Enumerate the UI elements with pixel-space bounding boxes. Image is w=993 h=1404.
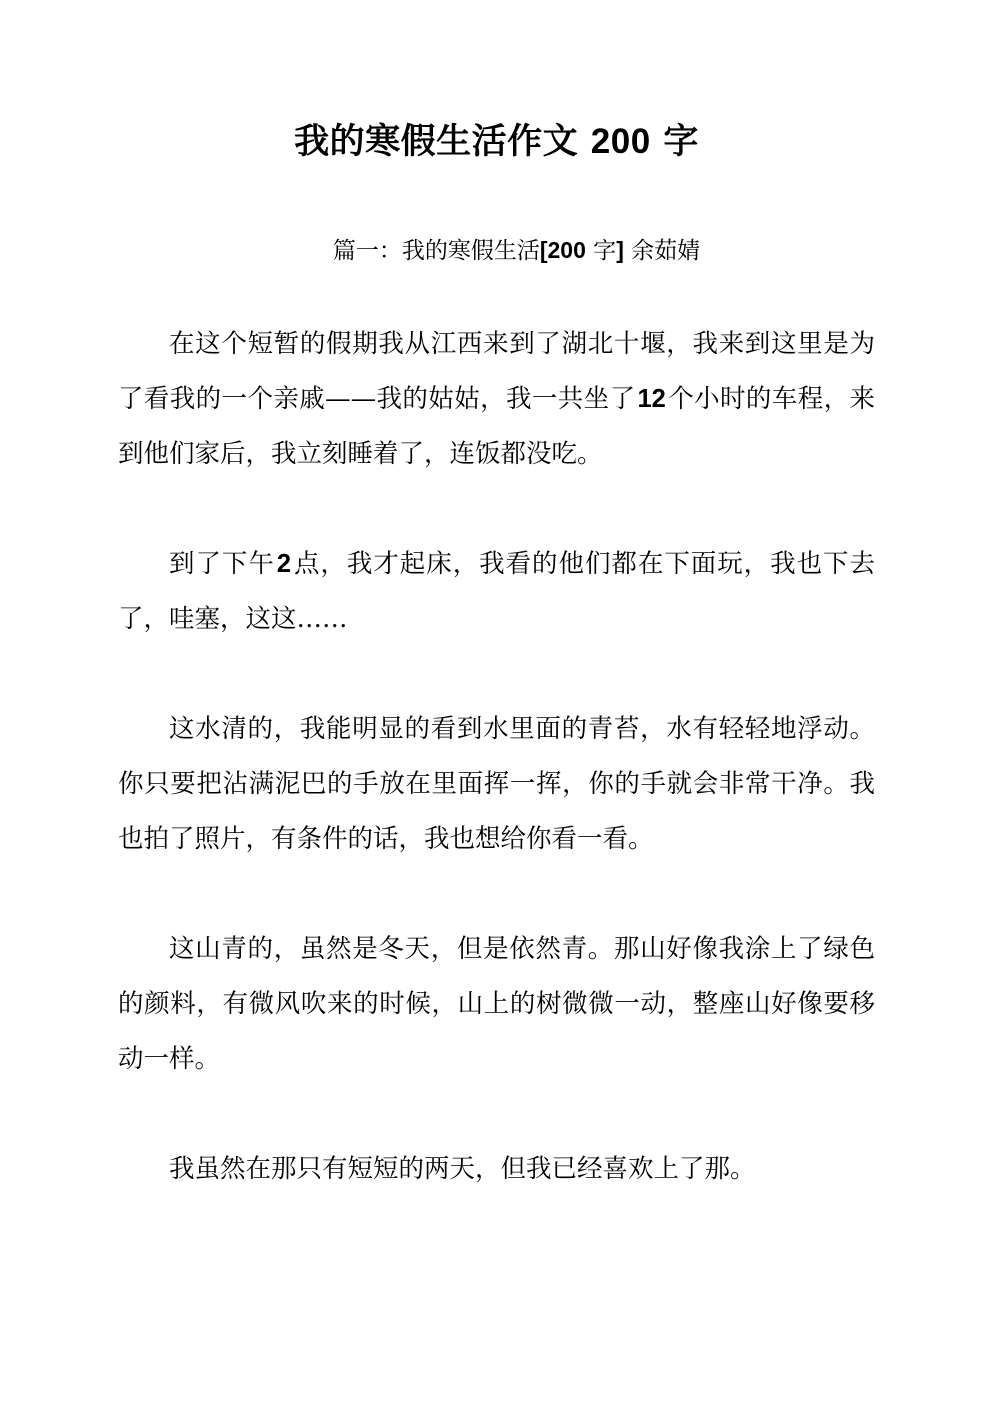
page-title — [118, 0, 875, 165]
paragraph-1-hours-number: 12 — [637, 384, 666, 413]
page-title-word-count: 200 — [590, 122, 651, 161]
paragraph-2-hour-number: 2 — [276, 549, 292, 578]
essay-paragraph-3: 这水清的，我能明显的看到水里面的青苔，水有轻轻地浮动。你只要把沾满泥巴的手放在里面挥一挥，你的手就会非常干净。我也拍了照片，有条件的话，我也想给你看一看。 — [118, 713, 875, 854]
subtitle-bracket-open: [ — [539, 237, 548, 264]
essay-paragraph-5: 我虽然在那只有短短的两天，但我已经喜欢上了那。 — [169, 1153, 756, 1184]
essay-body — [118, 317, 875, 1197]
subtitle-word-count: 200 — [547, 237, 586, 264]
paragraph-2-text-part-2: 点，我才起床，我看的他们都在下面玩，我也下去了，哇塞，这这…… — [118, 548, 875, 634]
subtitle-author: 余茹婧 — [623, 238, 701, 265]
paragraph-1-text-part-1: 在这个短暂的假期我从江西来到了湖北十堰，我来到这里是为了看我的一个亲戚——我的姑姑，我一共坐了 — [118, 328, 875, 414]
essay-paragraph-2 — [118, 537, 875, 647]
paragraph-2-text-part-1: 到了下午 — [169, 548, 275, 579]
page-title-text-before: 我的寒假生活作文 — [294, 121, 591, 162]
essay-paragraph-4: 这山青的，虽然是冬天，但是依然青。那山好像我涂上了绿色的颜料，有微风吹来的时候，山上的树微微一动，整座山好像要移动一样。 — [118, 933, 875, 1074]
section-subtitle — [118, 165, 875, 269]
subtitle-bracket-close: ] — [616, 237, 624, 264]
paragraph-1-text-part-2: 个小时的车程，来到他们家后，我立刻睡着了，连饭都没吃。 — [118, 383, 875, 469]
subtitle-prefix: 篇一：我的寒假生活 — [332, 238, 540, 265]
essay-paragraph-1 — [118, 317, 875, 482]
page-title-text-after: 字 — [650, 121, 699, 162]
document-content-column — [118, 0, 875, 1197]
subtitle-word-unit: 字 — [585, 238, 617, 265]
